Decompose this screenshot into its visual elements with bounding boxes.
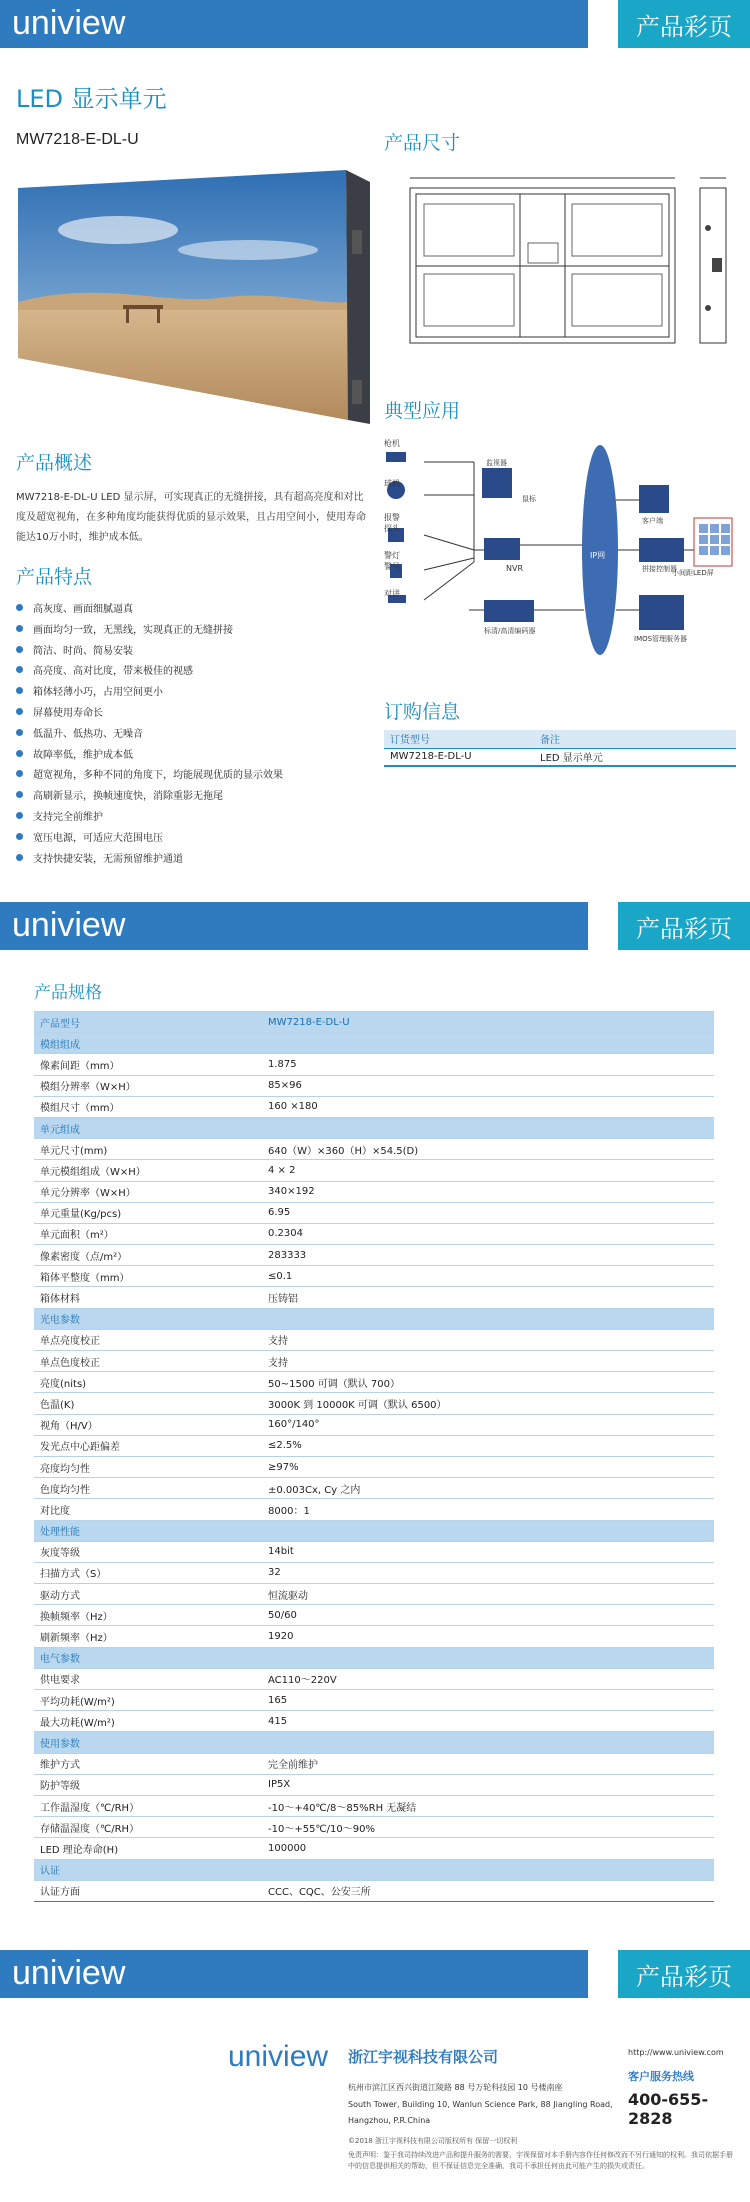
- footer-address-cn: 杭州市滨江区西兴街道江陵路 88 号万轮科技园 10 号楼南座: [348, 2083, 563, 2092]
- spec-label: 单元尺寸(mm): [34, 1139, 262, 1160]
- spec-value: 32: [262, 1562, 714, 1583]
- label-alarm-probe: 报警 探头: [384, 513, 400, 533]
- spec-row: [34, 1838, 714, 1859]
- footer-company: 浙江宇视科技有限公司: [348, 2048, 499, 2066]
- spec-value: 支持: [262, 1329, 714, 1350]
- spec-label: 单元分辨率（W×H）: [34, 1181, 262, 1202]
- spec-value: MW7218-E-DL-U: [262, 1012, 714, 1033]
- spec-value: 165: [262, 1690, 714, 1711]
- feature-text: 高灰度、画面细腻逼真: [33, 604, 133, 615]
- spec-value: [262, 1647, 714, 1668]
- spec-label: 工作温湿度（℃/RH）: [34, 1795, 262, 1816]
- spec-row: [34, 1541, 714, 1562]
- uniview-logo: uniview: [12, 906, 126, 944]
- spec-label: 模组尺寸（mm）: [34, 1096, 262, 1117]
- spec-section-row: [34, 1033, 714, 1054]
- spec-value: AC110～220V: [262, 1668, 714, 1689]
- spec-row: [34, 1372, 714, 1393]
- spec-label: 箱体平整度（mm）: [34, 1266, 262, 1287]
- spec-section-row: [34, 1520, 714, 1541]
- spec-label: 单元面积（m²）: [34, 1223, 262, 1244]
- spec-label: 色度均匀性: [34, 1478, 262, 1499]
- spec-value: 0.2304: [262, 1223, 714, 1244]
- feature-item: [16, 808, 103, 823]
- bullet-icon: [16, 687, 23, 694]
- feature-text: 高刷新显示，换帧速度快，消除重影无拖尾: [33, 791, 223, 803]
- label-imos: IMOS管理服务器: [634, 635, 688, 643]
- feature-text: 高亮度、高对比度，带来极佳的视感: [33, 666, 193, 678]
- label-client: 客户端: [642, 517, 663, 525]
- spec-label: 刷新频率（Hz）: [34, 1626, 262, 1647]
- feature-item: [16, 704, 103, 719]
- spec-label: 产品型号: [34, 1012, 262, 1033]
- label-splice-controller: 拼接控制器: [642, 565, 677, 573]
- spec-section-row: [34, 1732, 714, 1753]
- bullet-icon: [16, 646, 23, 653]
- footer-hotline: 400-655-2828: [628, 2090, 709, 2128]
- spec-row: [34, 1605, 714, 1626]
- header-bar-page1: [0, 0, 750, 48]
- bullet-icon: [16, 770, 23, 777]
- spec-value: 50~1500 可调（默认 700）: [262, 1372, 714, 1393]
- spec-row: [34, 1329, 714, 1350]
- spec-value: ≤0.1: [262, 1266, 714, 1287]
- bullet-icon: [16, 854, 23, 861]
- spec-label: 亮度均匀性: [34, 1456, 262, 1477]
- footer-copyright: ©2018 浙江宇视科技有限公司版权所有 保留一切权利: [348, 2137, 518, 2145]
- spec-label: LED 理论寿命(H): [34, 1838, 262, 1859]
- spec-row: [34, 1096, 714, 1117]
- label-dome-camera: 球机: [384, 479, 400, 488]
- header-bar-page2: [0, 902, 750, 950]
- spec-label: 像素密度（点/m²）: [34, 1245, 262, 1266]
- spec-value: 85×96: [262, 1075, 714, 1096]
- spec-label: 平均功耗(W/m²): [34, 1690, 262, 1711]
- model-number: MW7218-E-DL-U: [16, 131, 139, 148]
- spec-section-label: 单元组成: [34, 1117, 262, 1138]
- spec-row: [34, 1880, 714, 1901]
- feature-text: 简洁、时尚、简易安装: [33, 645, 133, 657]
- spec-label: 单点色度校正: [34, 1351, 262, 1372]
- spec-row: [34, 1287, 714, 1308]
- spec-row: [34, 1626, 714, 1647]
- label-led-screen: 小间距LED屏: [672, 569, 714, 577]
- spec-value: ±0.003Cx, Cy 之内: [262, 1478, 714, 1499]
- spec-row: [34, 1414, 714, 1435]
- spec-section-row: [34, 1859, 714, 1880]
- feature-text: 低温升、低热功、无噪音: [33, 728, 143, 740]
- feature-item: [16, 600, 133, 615]
- spec-section-label: 光电参数: [34, 1308, 262, 1329]
- spec-section-label: 认证: [34, 1859, 262, 1880]
- dimensions-title: 产品尺寸: [384, 132, 461, 154]
- spec-value: -10～+55℃/10～90%: [262, 1817, 714, 1838]
- spec-row: [34, 1054, 714, 1075]
- spec-value: 640（W）×360（H）×54.5(D): [262, 1139, 714, 1160]
- spec-value: 1.875: [262, 1054, 714, 1075]
- footer-logo: uniview: [228, 2040, 329, 2073]
- label-codec: 标清/高清编码器: [484, 627, 536, 635]
- footer-address-en-1: South Tower, Building 10, Wanlun Science Park, 88 Jiangling Road,: [348, 2100, 613, 2109]
- spec-value: ≤2.5%: [262, 1435, 714, 1456]
- spec-row: [34, 1351, 714, 1372]
- spec-row: [34, 1245, 714, 1266]
- order-table: [384, 730, 736, 767]
- order-header-note: 备注: [534, 730, 736, 748]
- feature-text: 支持快捷安装，无需预留维护通道: [33, 853, 183, 865]
- spec-value: 283333: [262, 1245, 714, 1266]
- bullet-icon: [16, 604, 23, 611]
- spec-value: 8000：1: [262, 1499, 714, 1520]
- feature-item: [16, 662, 193, 677]
- spec-value: 4 × 2: [262, 1160, 714, 1181]
- product-photo: [18, 170, 370, 424]
- spec-row: [34, 1668, 714, 1689]
- bullet-icon: [16, 791, 23, 798]
- feature-item: [16, 850, 183, 865]
- spec-label: 单元重量(Kg/pcs): [34, 1202, 262, 1223]
- order-row: [384, 748, 736, 766]
- spec-label: 模组分辨率（W×H）: [34, 1075, 262, 1096]
- feature-text: 故障率低，维护成本低: [33, 749, 133, 761]
- spec-row: [34, 1817, 714, 1838]
- feature-text: 屏幕使用寿命长: [33, 708, 103, 719]
- spec-value: [262, 1033, 714, 1054]
- overview-title: 产品概述: [16, 452, 93, 474]
- spec-value: 50/60: [262, 1605, 714, 1626]
- spec-label: 驱动方式: [34, 1584, 262, 1605]
- spec-value: IP5X: [262, 1774, 714, 1795]
- spec-row: [34, 1584, 714, 1605]
- dimension-drawing: [400, 168, 740, 358]
- application-diagram: [384, 440, 736, 670]
- features-title: 产品特点: [16, 566, 93, 588]
- label-gun-camera: 枪机: [384, 439, 400, 448]
- spec-title: 产品规格: [34, 983, 102, 1003]
- spec-label: 单点亮度校正: [34, 1329, 262, 1350]
- spec-row: [34, 1160, 714, 1181]
- brochure-badge: 产品彩页: [618, 902, 750, 950]
- spec-value: CCC、CQC、公安三所: [262, 1880, 714, 1901]
- spec-row: [34, 1223, 714, 1244]
- spec-value: [262, 1520, 714, 1541]
- spec-value: [262, 1308, 714, 1329]
- spec-value: 160°/140°: [262, 1414, 714, 1435]
- spec-row: [34, 1012, 714, 1033]
- brochure-badge: 产品彩页: [618, 1950, 750, 1998]
- spec-value: 340×192: [262, 1181, 714, 1202]
- spec-value: [262, 1117, 714, 1138]
- spec-row: [34, 1393, 714, 1414]
- brochure-badge: 产品彩页: [618, 0, 750, 48]
- order-header-row: [384, 730, 736, 748]
- spec-row: [34, 1753, 714, 1774]
- footer-address-en-2: Hangzhou, P.R.China: [348, 2116, 431, 2125]
- feature-text: 画面均匀一致，无黑线，实现真正的无缝拼接: [33, 624, 233, 636]
- feature-item: [16, 642, 133, 657]
- bullet-icon: [16, 666, 23, 673]
- spec-value: 415: [262, 1711, 714, 1732]
- spec-value: 完全前维护: [262, 1753, 714, 1774]
- spec-label: 认证方面: [34, 1880, 262, 1901]
- label-mouse: 鼠标: [522, 495, 536, 503]
- label-intercom: 对讲: [384, 589, 400, 598]
- spec-value: 3000K 到 10000K 可调（默认 6500）: [262, 1393, 714, 1414]
- spec-section-label: 模组组成: [34, 1033, 262, 1054]
- spec-value: 支持: [262, 1351, 714, 1372]
- order-note: LED 显示单元: [534, 748, 736, 766]
- spec-section-row: [34, 1647, 714, 1668]
- feature-item: [16, 787, 223, 802]
- spec-label: 对比度: [34, 1499, 262, 1520]
- feature-text: 箱体轻薄小巧，占用空间更小: [33, 687, 163, 699]
- spec-row: [34, 1202, 714, 1223]
- spec-value: 1920: [262, 1626, 714, 1647]
- uniview-logo: uniview: [12, 4, 126, 42]
- spec-label: 色温(K): [34, 1393, 262, 1414]
- spec-value: -10～+40℃/8～85%RH 无凝结: [262, 1795, 714, 1816]
- spec-value: 14bit: [262, 1541, 714, 1562]
- feature-item: [16, 766, 283, 781]
- header-bar-page3: [0, 1950, 750, 1998]
- bullet-icon: [16, 833, 23, 840]
- spec-label: 灰度等级: [34, 1541, 262, 1562]
- label-ip-network: IP网: [590, 551, 606, 560]
- spec-value: [262, 1732, 714, 1753]
- feature-item: [16, 683, 163, 698]
- order-header-model: 订货型号: [384, 730, 534, 748]
- spec-row: [34, 1266, 714, 1287]
- spec-label: 供电要求: [34, 1668, 262, 1689]
- spec-row: [34, 1690, 714, 1711]
- spec-row: [34, 1711, 714, 1732]
- spec-label: 箱体材料: [34, 1287, 262, 1308]
- spec-row: [34, 1795, 714, 1816]
- spec-value: 6.95: [262, 1202, 714, 1223]
- spec-label: 发光点中心距偏差: [34, 1435, 262, 1456]
- spec-row: [34, 1139, 714, 1160]
- spec-value: 压铸铝: [262, 1287, 714, 1308]
- spec-label: 扫描方式（S）: [34, 1562, 262, 1583]
- spec-label: 亮度(nits): [34, 1372, 262, 1393]
- bullet-icon: [16, 750, 23, 757]
- spec-row: [34, 1774, 714, 1795]
- spec-section-label: 处理性能: [34, 1520, 262, 1541]
- spec-label: 像素间距（mm）: [34, 1054, 262, 1075]
- spec-row: [34, 1181, 714, 1202]
- spec-label: 存储温湿度（℃/RH）: [34, 1817, 262, 1838]
- spec-value: 100000: [262, 1838, 714, 1859]
- feature-text: 超宽视角，多种不同的角度下，均能展现优质的显示效果: [33, 770, 283, 782]
- spec-row: [34, 1456, 714, 1477]
- bullet-icon: [16, 625, 23, 632]
- spec-row: [34, 1435, 714, 1456]
- footer-hotline-label: 客户服务热线: [628, 2070, 694, 2083]
- spec-value: 160 ×180: [262, 1096, 714, 1117]
- spec-row: [34, 1562, 714, 1583]
- bullet-icon: [16, 708, 23, 715]
- feature-item: [16, 746, 133, 761]
- spec-section-label: 电气参数: [34, 1647, 262, 1668]
- spec-row: [34, 1478, 714, 1499]
- feature-item: [16, 621, 233, 636]
- spec-value: ≥97%: [262, 1456, 714, 1477]
- page-title: LED 显示单元: [16, 85, 167, 113]
- feature-item: [16, 725, 143, 740]
- spec-label: 视角（H/V）: [34, 1414, 262, 1435]
- footer-disclaimer: 免责声明：鉴于我司持续改进产品和提升服务的需要，宇视保留对本手册内容作任何修改而不另行通知的权利。我司依据手册中的信息提供相关的帮助，但不保证信息完全准确，我司不承担任何由此可能产生的损失或责任。: [348, 2151, 733, 2170]
- label-nvr: NVR: [506, 564, 524, 573]
- overview-text: MW7218-E-DL-U LED 显示屏，可实现真正的无缝拼接，具有超高亮度和对比度及超宽视角，在多种角度均能获得优质的显示效果，且占用空间小，使用寿命能达10万小时，维护成本低。: [16, 492, 366, 543]
- uniview-logo: uniview: [12, 1954, 126, 1992]
- spec-value: [262, 1859, 714, 1880]
- label-monitor: 监视器: [486, 459, 507, 467]
- spec-label: 单元模组组成（W×H）: [34, 1160, 262, 1181]
- label-alarm-light: 警灯 警号: [384, 551, 400, 571]
- order-title: 订购信息: [384, 701, 461, 723]
- spec-label: 防护等级: [34, 1774, 262, 1795]
- bullet-icon: [16, 729, 23, 736]
- feature-text: 宽压电源，可适应大范围电压: [33, 832, 163, 844]
- footer-url[interactable]: http://www.uniview.com: [628, 2048, 724, 2057]
- spec-section-row: [34, 1308, 714, 1329]
- spec-section-row: [34, 1117, 714, 1138]
- feature-item: [16, 829, 163, 844]
- feature-text: 支持完全前维护: [33, 812, 103, 823]
- spec-label: 维护方式: [34, 1753, 262, 1774]
- spec-label: 换帧频率（Hz）: [34, 1605, 262, 1626]
- spec-label: 最大功耗(W/m²): [34, 1711, 262, 1732]
- applications-title: 典型应用: [384, 400, 461, 422]
- spec-section-label: 使用参数: [34, 1732, 262, 1753]
- spec-value: 恒流驱动: [262, 1584, 714, 1605]
- spec-table: [34, 1011, 714, 1902]
- spec-row: [34, 1499, 714, 1520]
- order-model: MW7218-E-DL-U: [384, 748, 534, 766]
- bullet-icon: [16, 812, 23, 819]
- spec-row: [34, 1075, 714, 1096]
